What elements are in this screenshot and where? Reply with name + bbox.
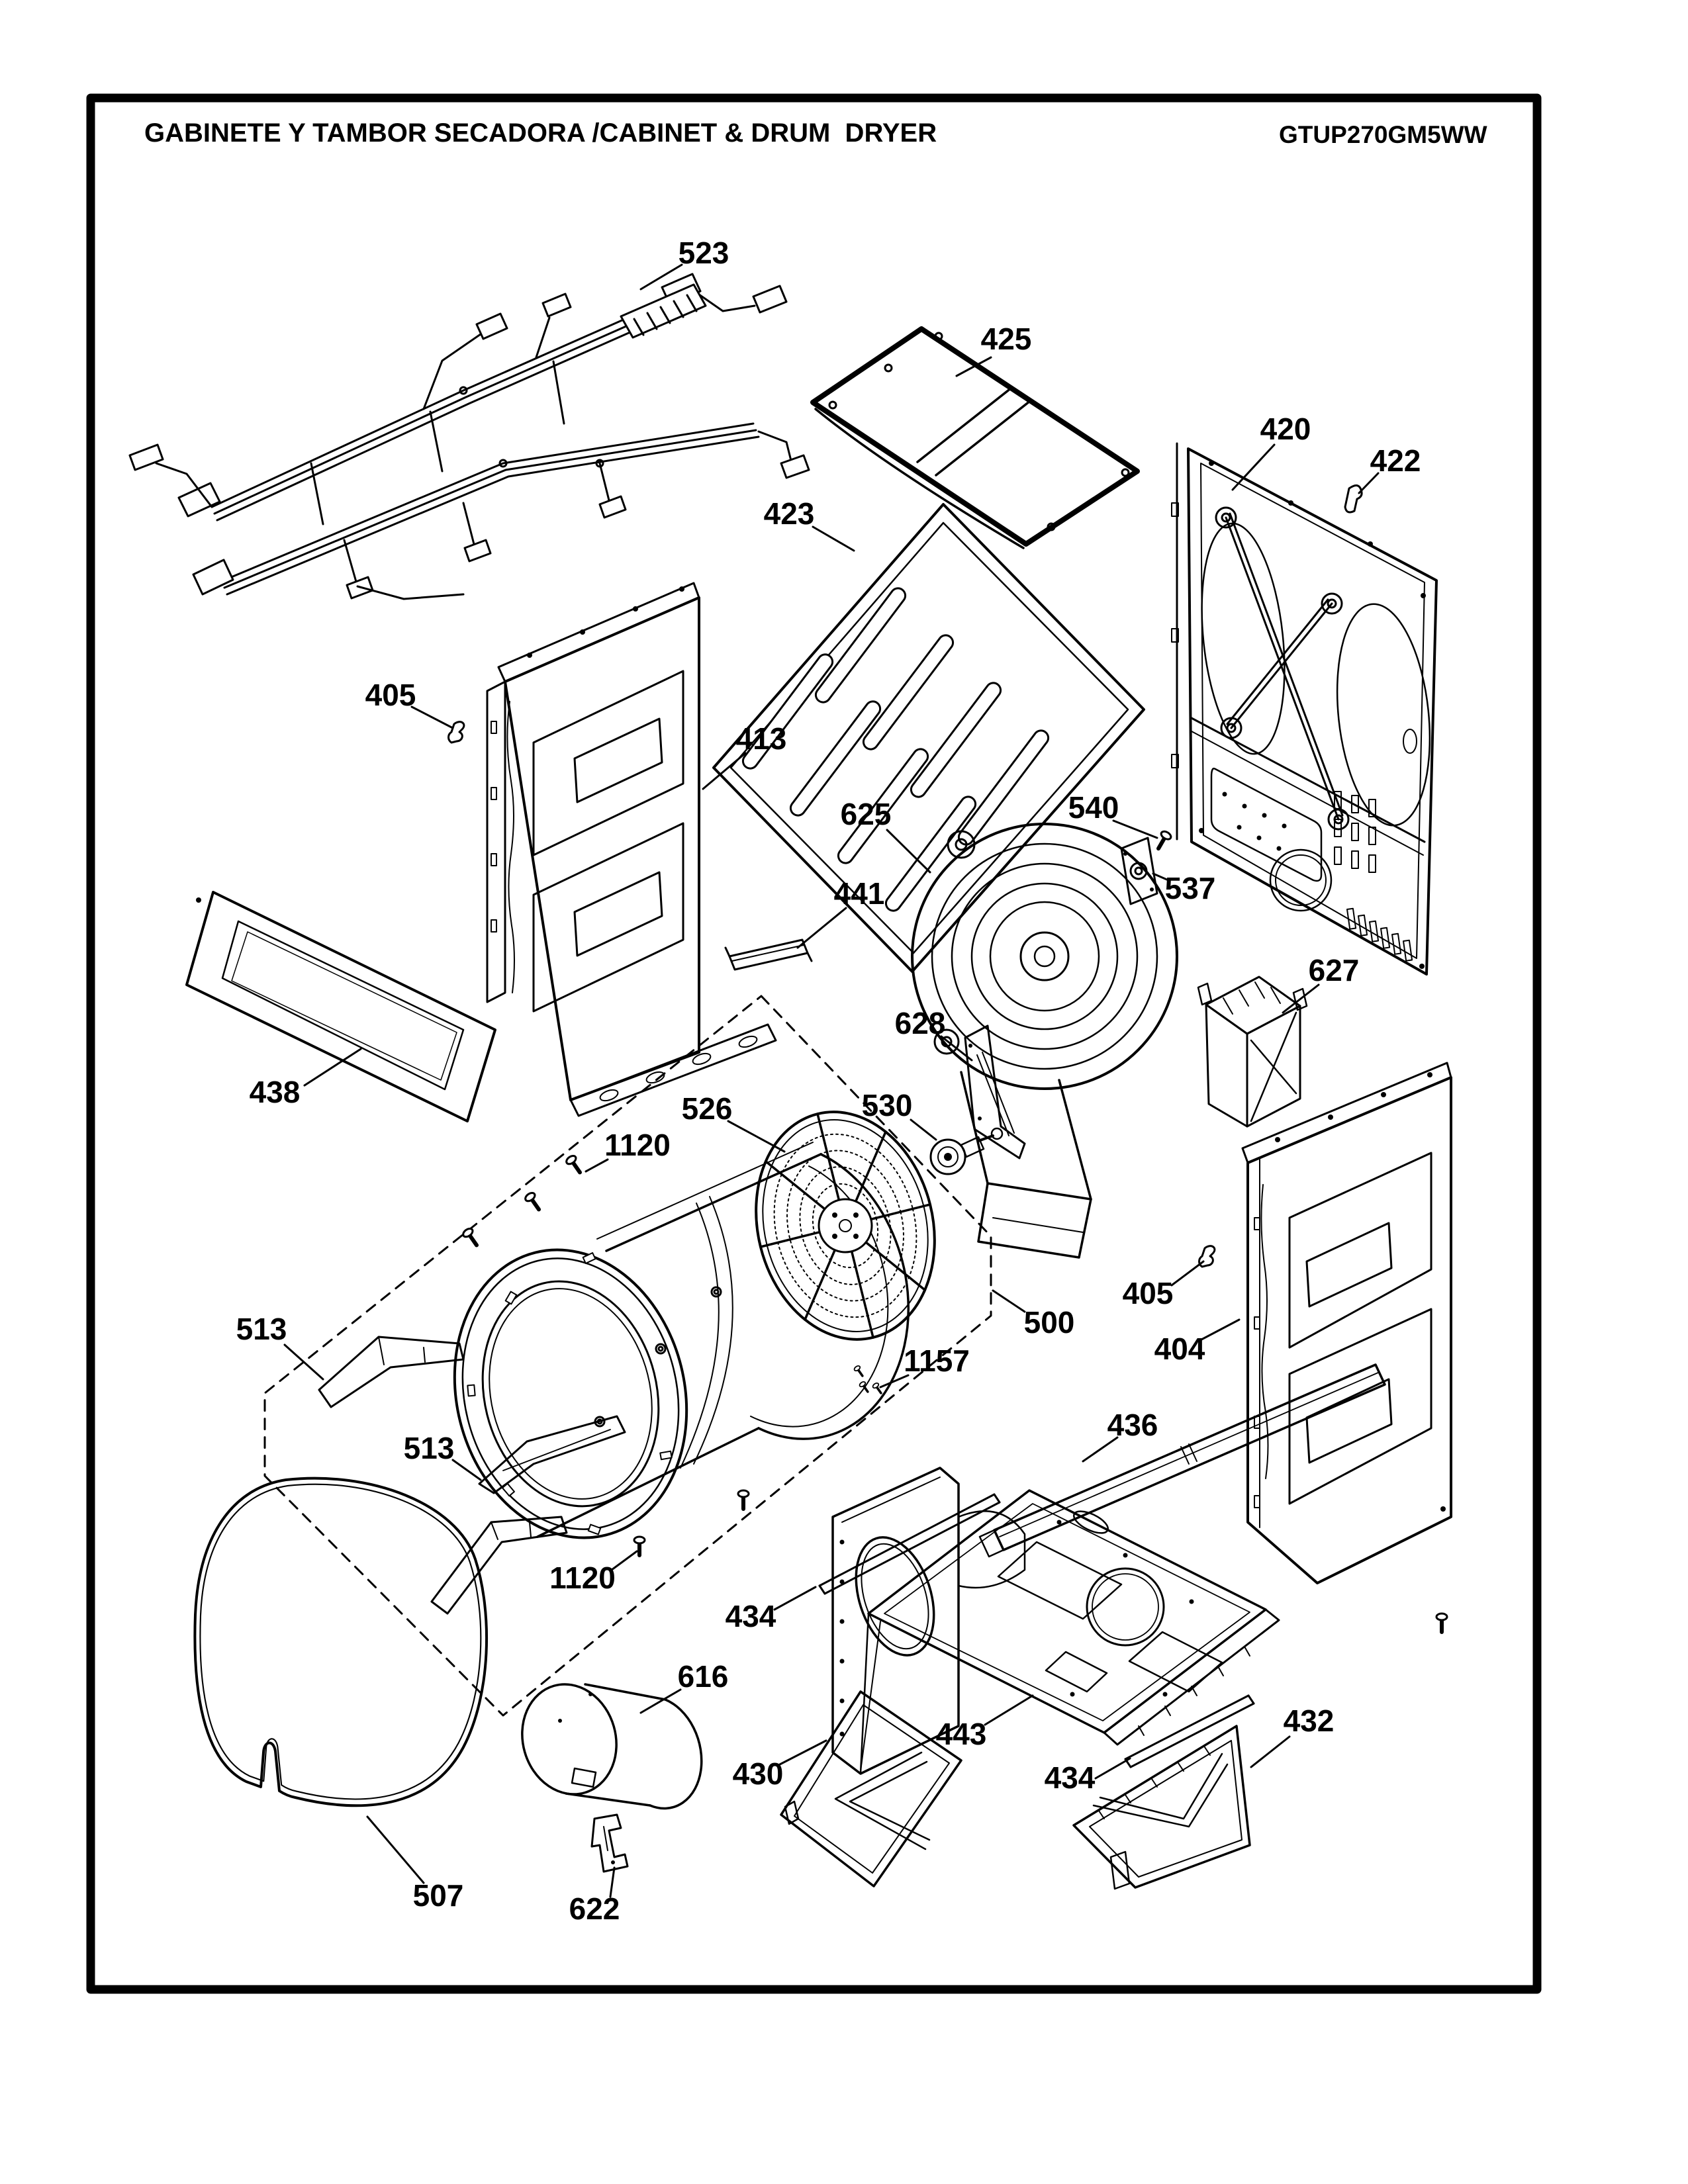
part-label-441: 441: [833, 876, 885, 911]
part-label-420: 420: [1260, 412, 1311, 446]
side-panel-right-drawing: [1243, 1063, 1451, 1583]
part-label-430: 430: [732, 1756, 784, 1791]
part-label-434-left: 434: [725, 1599, 776, 1633]
blower-housing-drawing: [912, 824, 1177, 1257]
part-label-438: 438: [249, 1075, 301, 1109]
trim-strip-left-drawing: [820, 1494, 1000, 1594]
part-label-405-left: 405: [365, 678, 416, 712]
part-label-436: 436: [1107, 1408, 1158, 1442]
part-label-530: 530: [861, 1088, 913, 1122]
part-label-513-lower: 513: [403, 1431, 455, 1465]
part-label-627: 627: [1308, 953, 1360, 987]
support-bracket-drawing: [726, 940, 812, 970]
trim-strip-right-drawing: [1125, 1696, 1254, 1767]
part-label-422: 422: [1370, 443, 1421, 478]
drum-bearing-drawing: [931, 1128, 1002, 1174]
part-label-507: 507: [412, 1878, 464, 1913]
part-label-434-right: 434: [1044, 1760, 1096, 1795]
front-access-panel-drawing: [187, 892, 495, 1121]
part-label-622: 622: [569, 1891, 620, 1926]
part-label-625: 625: [840, 797, 892, 831]
motor-screw-drawing: [1154, 830, 1172, 851]
base-assembly-drawing: [833, 1468, 1279, 1774]
part-label-425: 425: [980, 322, 1032, 356]
screws-1120-drawing: [461, 1154, 749, 1555]
toe-panel-drawing: [980, 1365, 1385, 1557]
page-title: GABINETE Y TAMBOR SECADORA /CABINET & DRUM DRYER: [144, 118, 937, 148]
part-label-1157: 1157: [904, 1343, 970, 1378]
part-label-537: 537: [1164, 871, 1216, 905]
leader-lines: [285, 265, 1378, 1897]
front-bulkhead-seal-drawing: [195, 1479, 487, 1806]
screws-1157-drawing: [853, 1365, 884, 1394]
rear-panel-clip-drawing: [1345, 485, 1362, 512]
mounting-bracket-drawing: [592, 1815, 628, 1872]
part-label-513-upper: 513: [236, 1312, 287, 1346]
base-screw-drawing: [1436, 1614, 1447, 1632]
part-labels: [236, 236, 1421, 1926]
part-label-523: 523: [678, 236, 729, 270]
part-label-443: 443: [935, 1717, 987, 1751]
part-label-540: 540: [1068, 790, 1119, 825]
part-label-432: 432: [1283, 1704, 1335, 1738]
part-label-628: 628: [894, 1006, 946, 1040]
model-number: GTUP270GM5WW: [1279, 121, 1487, 148]
drum-rear-baffle-drawing: [733, 1093, 958, 1359]
part-label-1120-upper: 1120: [604, 1128, 671, 1162]
side-panel-clip-left-drawing: [449, 722, 464, 743]
part-label-404: 404: [1154, 1332, 1205, 1366]
part-label-405-right: 405: [1122, 1276, 1174, 1310]
base-side-left-drawing: [781, 1692, 961, 1886]
part-label-526: 526: [681, 1091, 733, 1126]
side-panel-left-drawing: [487, 583, 776, 1116]
part-label-616: 616: [677, 1659, 729, 1694]
part-label-413: 413: [735, 721, 787, 756]
part-label-1120-lower: 1120: [549, 1561, 616, 1595]
drum-baffle-upper-drawing: [319, 1337, 463, 1407]
part-label-500: 500: [1023, 1305, 1075, 1340]
part-label-423: 423: [763, 496, 815, 531]
heater-duct-drawing: [1198, 977, 1307, 1126]
wire-harness-drawing: [130, 274, 809, 599]
top-panel-drawing: [813, 329, 1137, 548]
